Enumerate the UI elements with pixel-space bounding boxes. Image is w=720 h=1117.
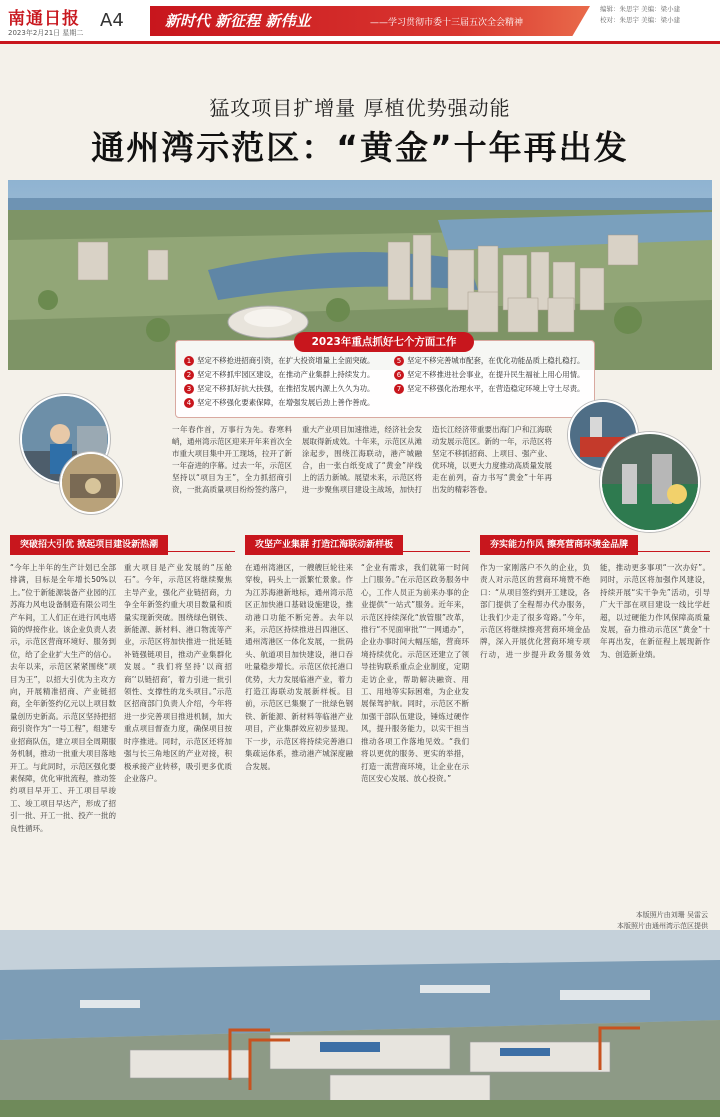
article-column: 在通州湾港区，一艘艘巨轮往来穿梭，码头上一派繁忙景象。作为江苏海港新地标，通州湾示范区正加快港口基础设施建设，推动港口功能不断完善。去年以来，示范区持续推进吕四港区、通州湾港区一体化发展，一批码头、航道项目加快建设，港口吞吐量稳步增长。示范区依托港口优势，大力发展临港产业，着力打造江海联动发展新样板。目前，示范区已集聚了一批绿色钢铁、新能源、新材料等临港产业项目，产业集群效应初步显现。下一步，示范区将持续完善港口集疏运体系，推动港产城深度融合发展。 bbox=[245, 563, 353, 771]
section-header: 攻坚产业集群 打造江海联动新样板 bbox=[245, 532, 470, 552]
port-aerial-photo bbox=[0, 930, 720, 1117]
policy-item: 5 坚定不移完善城市配套，在优化功能品质上稳扎稳打。 bbox=[394, 355, 584, 366]
masthead bbox=[0, 0, 720, 44]
section-header: 夯实能力作风 擦亮营商环境金品牌 bbox=[480, 532, 710, 552]
factory-photo-right bbox=[600, 432, 700, 532]
policy-item: 4 坚定不移强化要素保障，在增强发展后劲上善作善成。 bbox=[184, 397, 374, 408]
kicker-headline: 猛攻项目扩增量 厚植优势强动能 bbox=[209, 96, 511, 120]
policy-item: 3 坚定不移抓好抗大扶强，在推招发展内源上久久为功。 bbox=[184, 383, 374, 394]
page-number: A4 bbox=[100, 10, 124, 31]
policy-item: 2 坚定不移抓牢园区建设，在推动产业集群上持续发力。 bbox=[184, 369, 374, 380]
policy-item: 7 坚定不移强化治理水平，在营造稳定环境上守土尽责。 bbox=[394, 383, 584, 394]
policy-item: 1 坚定不移抢进招商引资，在扩大投资增量上全面突破。 bbox=[184, 355, 374, 366]
main-headline: 通州湾示范区：“黄金”十年再出发 bbox=[91, 128, 629, 167]
policy-title: 2023年重点抓好七个方面工作 bbox=[294, 332, 474, 352]
date-line: 2023年2月21日 星期二 bbox=[8, 29, 84, 37]
policy-item: 6 坚定不移推进社会事业，在提升民生福祉上用心用情。 bbox=[394, 369, 584, 380]
photo-caption: 本版照片由刘珊 吴雷云 本版照片由通州湾示范区提供 bbox=[617, 911, 708, 930]
paper-name: 南通日报 bbox=[8, 9, 80, 29]
slogan: 新时代 新征程 新伟业 bbox=[165, 12, 311, 30]
article-column: “企业有需求，我们就第一时间上门服务。”在示范区政务服务中心，工作人员正为前来办事的企业提供“一站式”服务。近年来，示范区持续深化“放管服”改革，推行“不见面审批”“一网通办”，企业办事时间大幅压缩，营商环境持续优化。示范区还建立了领导挂钩联系重点企业制度，定期走访企业，帮助解决融资、用工、用地等实际困难，为企业发展保驾护航。同时，示范区不断加强干部队伍建设，锤炼过硬作风，提升服务能力，以实干担当推动各项工作落地见效。“我们将以更优的服务、更实的举措，打造一流营商环境，让企业在示范区安心发展、放心投资。” bbox=[361, 563, 469, 783]
subslogan: ——学习贯彻市委十三届五次全会精神 bbox=[370, 18, 524, 28]
article-column: “今年上半年的生产计划已全部排满，目标是全年增长50%以上。”位于新能源装备产业园的江苏海力风电设备制造有限公司生产车间，工人们正在进行风电塔筒的焊接作业。该企业负责人表示，示范区营商环境好、服务到位，给了企业扩大生产的信心。去年以来，示范区紧紧围绕“项目为王”，以招大引优为主攻方向，开展精准招商、产业链招商，全年新签约亿元以上项目数量创历史新高。示范区坚持把招商引资作为“一号工程”，组建专业招商队伍，建立项目全周期服务机制，推动一批重大项目落地开工。与此同时，示范区强化要素保障，优化审批流程，推动签约项目早开工、开工项目早竣工、竣工项目早达产，形成了招引一批、开工一批、投产一批的良性循环。 bbox=[10, 563, 116, 833]
section-header: 突破招大引优 掀起项目建设新热潮 bbox=[10, 532, 235, 552]
article-column: 作为一家刚落户不久的企业，负责人对示范区的营商环境赞不绝口：“从项目签约到开工建设，各部门提供了全程帮办代办服务，让我们少走了很多弯路。”今年，示范区将继续擦亮营商环境金品牌，深入开展优化营商环境专项行动，进一步提升政务服务效能，推动更多事项“一次办好”。同时，示范区将加强作风建设，持续开展“实干争先”活动，引导广大干部在项目建设一线比学赶超，以过硬能力作风保障高质量发展，奋力推动示范区“黄金”十年再出发，在新征程上展现新作为、创造新业绩。 bbox=[480, 563, 710, 659]
credit-line: 编辑：朱思宇 美编：梁小建 bbox=[600, 5, 681, 13]
credit-line: 校对：朱思宇 美编：梁小建 bbox=[600, 16, 681, 24]
editor-credits bbox=[600, 4, 715, 26]
article-column: 重大项目是产业发展的“压舱石”。今年，示范区将继续聚焦主导产业，强化产业链招商，力争全年新签约重大项目数量和质量实现新突破。围绕绿色钢铁、新能源、新材料、港口物流等产业，示范区将加快推进一批延链补链强链项目，推动产业集群化发展。“我们将坚持‘以商招商’‘以链招商’，着力引进一批引领性、支撑性的龙头项目。”示范区招商部门负责人介绍，今年将进一步完善项目推进机制，加大重点项目督查力度，确保项目按时序推进。同时，示范区还将加强与长三角地区的产业对接，积极承接产业转移，吸引更多优质企业落户。 bbox=[124, 563, 232, 783]
policy-box bbox=[175, 336, 595, 418]
machinery-photo-left bbox=[60, 452, 122, 514]
intro-text: 一年春作首，万事行为先。春寒料峭，通州湾示范区迎来开年来首次全市重大项目集中开工现场，拉开了新一年奋进的序幕。过去一年，示范区坚持以“项目为王”，全力抓招商引资，一批高质量项目纷纷签约落户，重大产业项目加速推进，经济社会发展取得新成效。十年来，示范区从滩涂起步，围绕江海联动，港产城融合，由一张白纸变成了“黄金”岸线上的活力新城。展望未来，示范区将进一步聚焦项目建设主战场，加快打造长江经济带重要出海门户和江海联动发展示范区。新的一年，示范区将坚定不移抓招商、上项目、强产业、优环境，以更大力度推动高质量发展走在前列，奋力书写“黄金”十年再出发的精彩答卷。 bbox=[172, 425, 552, 494]
